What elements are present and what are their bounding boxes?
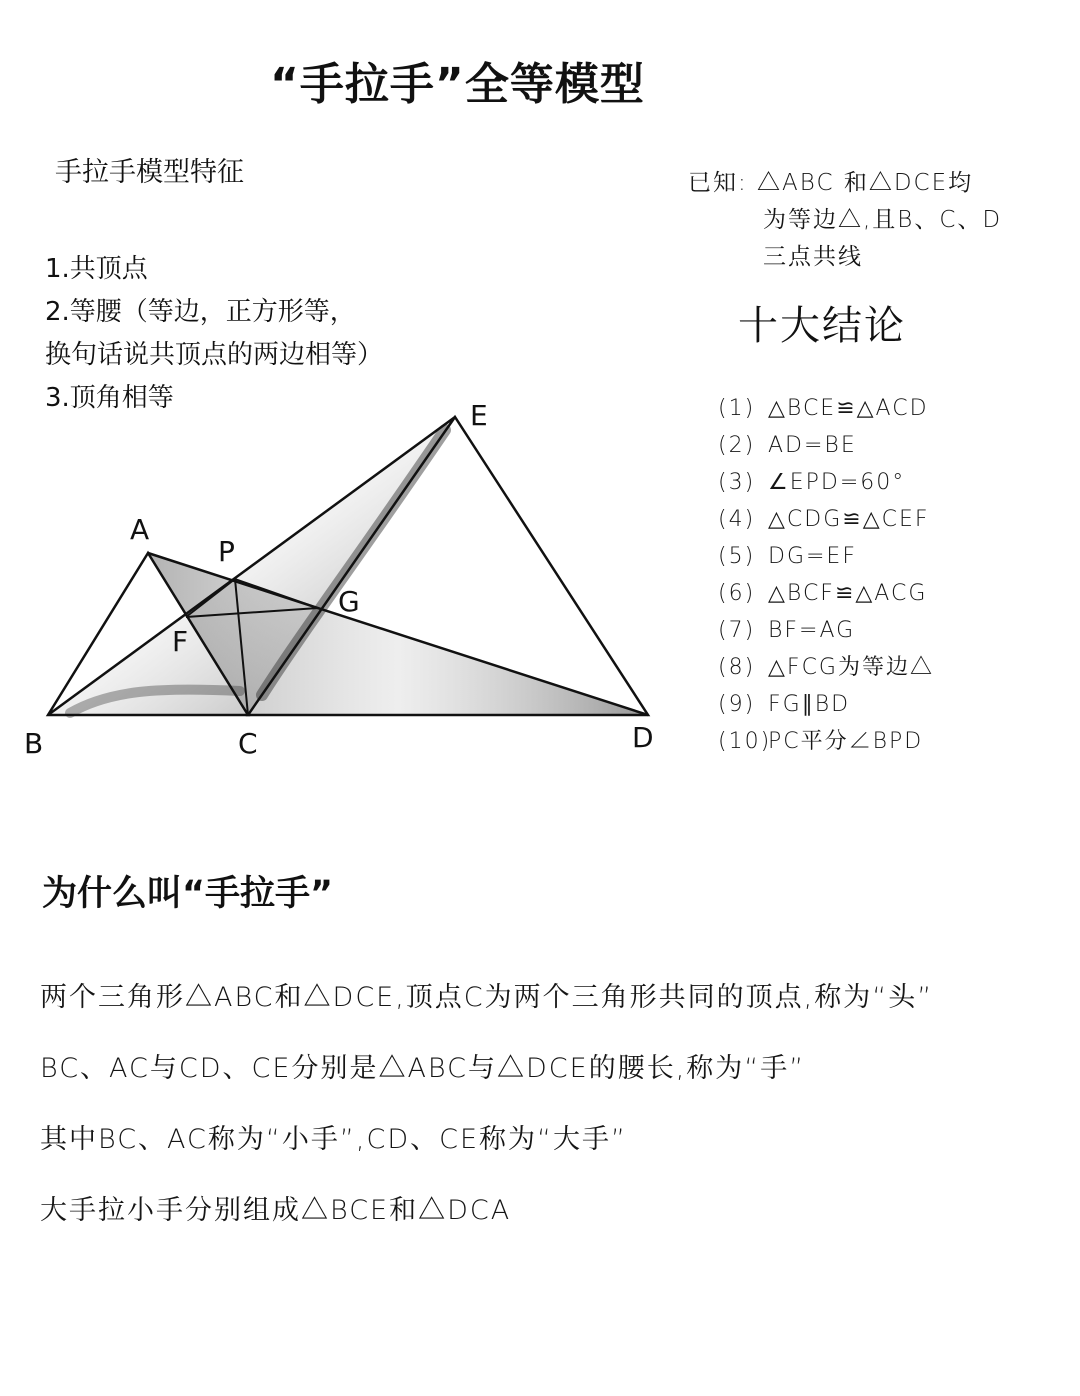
conclusion-text: AD=BE (768, 433, 857, 458)
point-label-g: G (338, 585, 360, 618)
explanation-line: 大手拉小手分别组成△BCE和△DCA (40, 1195, 512, 1226)
conclusion-item (718, 538, 934, 575)
point-label-d: D (632, 721, 654, 754)
conclusion-number: (4) (718, 507, 756, 532)
conclusion-item (718, 501, 934, 538)
conclusion-number: (2) (718, 433, 756, 458)
why-heading: 为什么叫“手拉手” (42, 874, 334, 914)
conclusion-number: (7) (718, 618, 756, 643)
explanation-line: 两个三角形△ABC和△DCE,顶点C为两个三角形共同的顶点,称为“头” (40, 982, 934, 1013)
point-label-b: B (24, 727, 44, 760)
point-label-f: F (172, 625, 189, 658)
conclusion-text: BF=AG (768, 618, 856, 643)
point-label-e: E (470, 399, 488, 432)
feature-item: 换句话说共顶点的两边相等） (45, 340, 384, 370)
feature-item: 3.顶角相等 (45, 383, 174, 413)
conclusion-text: △BCF≌△ACG (768, 581, 928, 606)
conclusion-text: FG∥BD (768, 692, 851, 717)
given-line: 已知: △ABC 和△DCE均 (688, 170, 974, 196)
conclusion-text: △CDG≌△CEF (768, 507, 930, 532)
explanation-line: 其中BC、AC称为“小手”,CD、CE称为“大手” (40, 1124, 627, 1155)
conclusion-item (718, 390, 934, 427)
conclusion-item (718, 723, 934, 760)
given-line: 三点共线 (763, 244, 863, 270)
conclusion-number: (8) (718, 655, 756, 680)
conclusion-text: PC平分∠BPD (768, 729, 924, 754)
point-label-a: A (130, 513, 150, 546)
explanation-line: BC、AC与CD、CE分别是△ABC与△DCE的腰长,称为“手” (40, 1053, 806, 1084)
features-heading: 手拉手模型特征 (55, 157, 244, 188)
conclusion-number: (1) (718, 396, 756, 421)
conclusion-number: (6) (718, 581, 756, 606)
point-label-p: P (218, 535, 235, 568)
conclusion-number: (3) (718, 470, 756, 495)
point-label-c: C (238, 727, 258, 760)
conclusion-item (718, 464, 934, 501)
conclusion-item (718, 649, 934, 686)
page-title: “手拉手”全等模型 (270, 59, 645, 110)
given-conditions (688, 165, 1002, 276)
feature-item: 2.等腰（等边，正方形等， (45, 297, 356, 327)
conclusions-heading: 十大结论 (738, 303, 906, 349)
conclusion-item (718, 575, 934, 612)
why-explanation (40, 975, 933, 1259)
given-line: 为等边△,且B、C、D (763, 207, 1003, 233)
conclusion-number: (5) (718, 544, 756, 569)
conclusion-text: △BCE≌△ACD (768, 396, 929, 421)
conclusion-text: DG=EF (768, 544, 857, 569)
feature-item: 1.共顶点 (45, 254, 148, 284)
geometry-diagram (0, 395, 680, 775)
conclusion-text: △FCG为等边△ (768, 655, 934, 680)
conclusion-text: ∠EPD=60° (768, 470, 906, 495)
conclusion-number: (10) (718, 729, 772, 754)
conclusion-item (718, 612, 934, 649)
conclusion-number: (9) (718, 692, 756, 717)
conclusion-item (718, 427, 934, 464)
conclusion-item (718, 686, 934, 723)
conclusions-list (718, 390, 934, 760)
